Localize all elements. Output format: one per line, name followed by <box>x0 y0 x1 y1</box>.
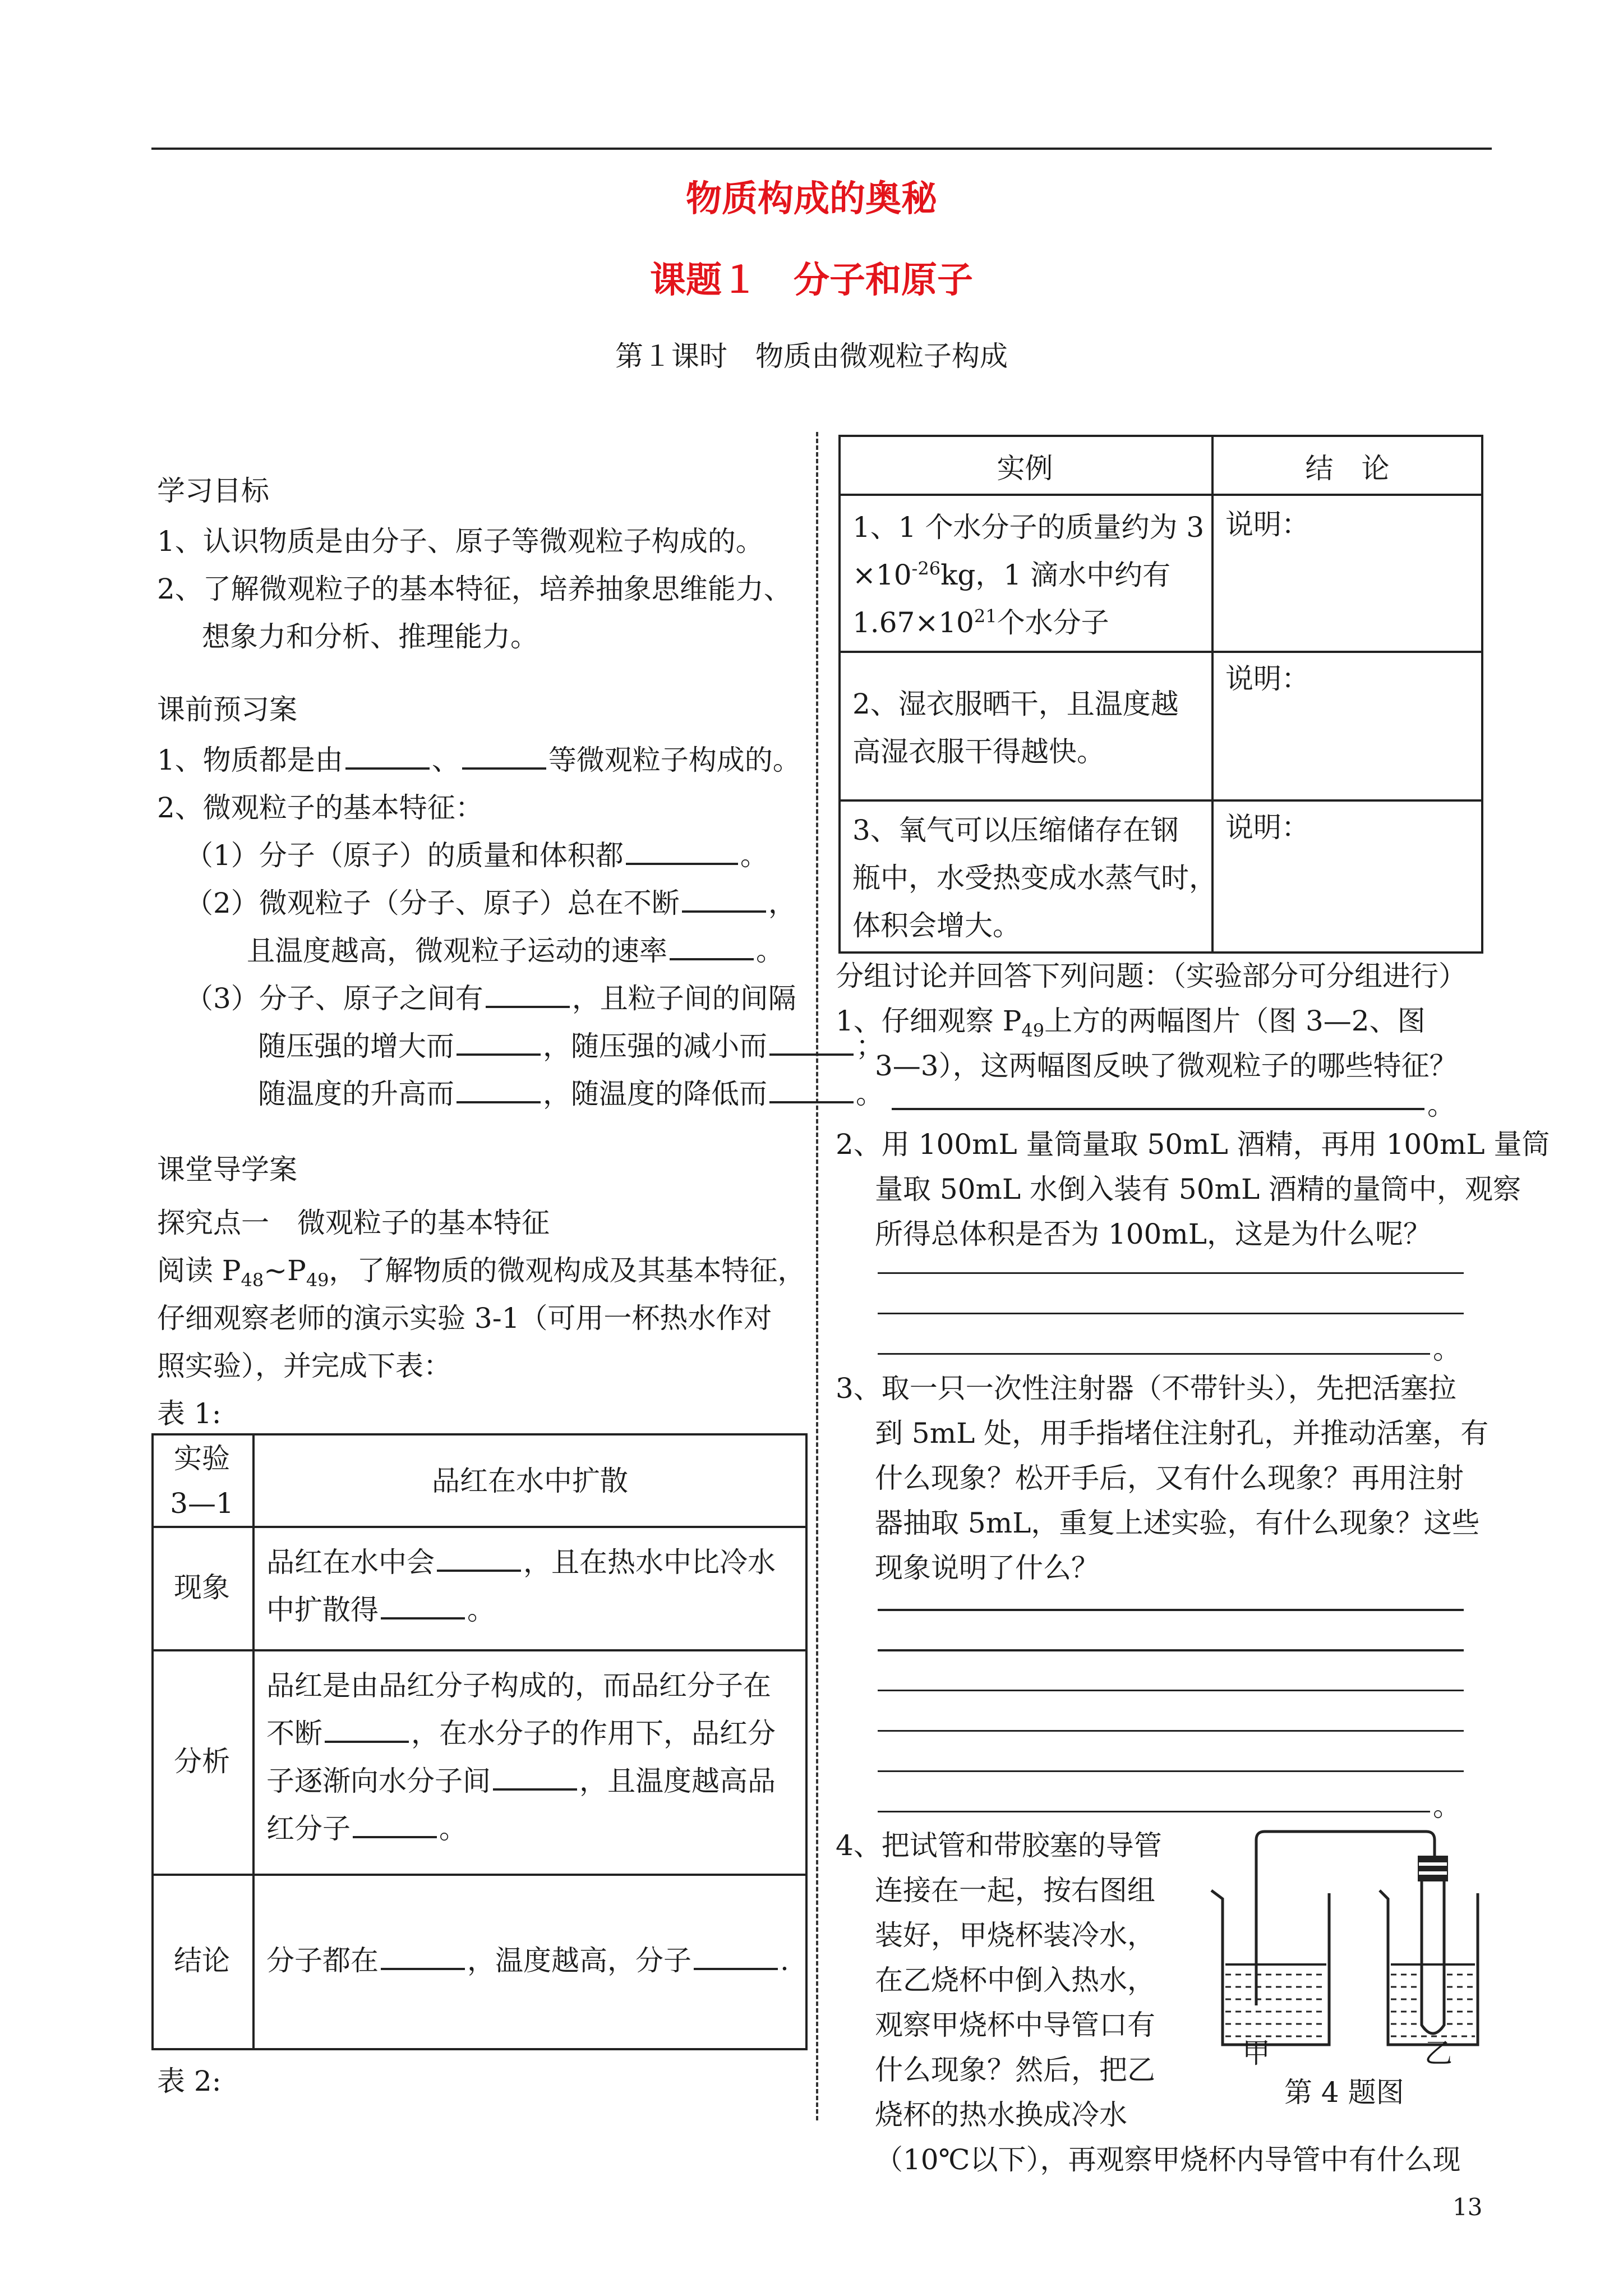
discussion-q4-line-6: 什么现象？然后，把乙 <box>875 2054 1155 2086</box>
answer-line-q3-1 <box>878 1609 1464 1611</box>
table1-row-divider-2 <box>151 1649 808 1651</box>
discussion-q2-line-2: 量取 50mL 水倒入装有 50mL 酒精的量筒中，观察 <box>875 1173 1521 1205</box>
answer-end-q1: 。 <box>1427 1089 1455 1121</box>
table1-row-divider-3 <box>151 1874 808 1876</box>
beaker-jia <box>1211 1890 1329 2045</box>
table1-head-experiment: 实验 3—1 <box>170 1442 234 1520</box>
table2-row1-explain: 说明： <box>1225 508 1310 541</box>
discussion-q2-line-3: 所得总体积是否为 100mL，这是为什么呢？ <box>875 1218 1431 1250</box>
guide-heading: 课堂导学案 <box>157 1153 297 1186</box>
table1-label: 表 1: <box>157 1397 222 1430</box>
table1-phenomenon-label: 现象 <box>174 1571 230 1604</box>
discussion-q4-line-7: 烧杯的热水换成冷水 <box>875 2099 1127 2131</box>
answer-end-q2: 。 <box>1433 1333 1461 1365</box>
beaker-yi <box>1380 1890 1478 2045</box>
table1-phenomenon-line-1: 品红在水中会 ，且在热水中比冷水 <box>266 1540 776 1585</box>
discussion-q3-line-4: 器抽取 5mL，重复上述实验，有什么现象？这些 <box>875 1507 1480 1539</box>
table2-row1-line-2: $\times 10^{-26}kg$，1 滴水中约有 <box>852 558 1171 591</box>
goal-item-2: 2、了解微观粒子的基本特征，培养抽象思维能力、 <box>157 573 792 605</box>
main-title: 物质构成的奥秘 <box>686 178 937 220</box>
discussion-q4-line-8: （10℃以下），再观察甲烧杯内导管中有什么现 <box>875 2143 1461 2176</box>
goal-item-2-cont: 想象力和分析、推理能力。 <box>202 620 538 653</box>
table2-head-conclusion: 结 论 <box>1305 452 1390 485</box>
discussion-q3-line-3: 什么现象？松开手后，又有什么现象？再用注射 <box>875 1462 1464 1494</box>
preview-q1: 1、物质都是由 、 等微观粒子构成的。 <box>157 738 801 783</box>
test-tube <box>1422 1879 1444 2033</box>
delivery-tube <box>1256 1832 1435 2005</box>
answer-line-q3-2 <box>878 1649 1464 1651</box>
table1-phenomenon-line-2: 中扩散得 。 <box>266 1588 495 1632</box>
preview-point-3-pressure: 随压强的增大而 ，随压强的减小而 ； <box>258 1024 884 1069</box>
table1-analysis-line-1: 品红是由品红分子构成的，而品红分子在 <box>266 1669 771 1702</box>
discussion-q4-line-1: 4、把试管和带胶塞的导管 <box>836 1829 1162 1862</box>
table2-row2-explain: 说明： <box>1225 662 1310 695</box>
preview-point-2-cont: 且温度越高，微观粒子运动的速率 。 <box>247 928 784 973</box>
figure-label-yi: 乙 <box>1424 2037 1453 2069</box>
answer-line-q1 <box>892 1108 1424 1110</box>
answer-line-q2-1 <box>878 1272 1464 1274</box>
table2-head-example: 实例 <box>997 452 1053 485</box>
preview-q2: 2、微观粒子的基本特征： <box>157 792 483 824</box>
answer-line-q2-3 <box>878 1353 1430 1355</box>
discussion-q4-line-5: 观察甲烧杯中导管口有 <box>875 2009 1155 2041</box>
column-divider <box>816 432 818 2120</box>
table1-analysis-line-2: 不断 ，在水分子的作用下，品红分 <box>266 1711 776 1756</box>
answer-end-q3: 。 <box>1433 1790 1461 1823</box>
answer-line-q2-2 <box>878 1313 1464 1314</box>
table1-analysis-line-3: 子逐渐向水分子间 ，且温度越高品 <box>266 1759 776 1803</box>
table1-analysis-label: 分析 <box>174 1745 230 1778</box>
table1-row-divider-1 <box>151 1526 808 1528</box>
goals-heading: 学习目标 <box>157 475 269 507</box>
discussion-q1-line-2: 3—3），这两幅图反映了微观粒子的哪些特征？ <box>875 1050 1458 1082</box>
table2-row3-line-1: 3、氧气可以压缩储存在钢 <box>852 814 1179 846</box>
table2-row3-line-3: 体积会增大。 <box>852 909 1021 942</box>
table1-conclusion-label: 结论 <box>174 1944 230 1977</box>
table1-head-title: 品红在水中扩散 <box>432 1465 628 1497</box>
topic-title: 课题１ 分子和原子 <box>650 259 973 301</box>
table2-row-divider-1 <box>838 494 1483 496</box>
discussion-q4-line-4: 在乙烧杯中倒入热水， <box>875 1964 1155 1996</box>
guide-read-line: 阅读 $P_{48}\sim P_{49}$，了解物质的微观构成及其基本特征， <box>157 1254 806 1291</box>
page-number: 13 <box>1453 2193 1483 2221</box>
table2-row-divider-3 <box>838 799 1483 802</box>
table2-label: 表 2: <box>157 2065 222 2097</box>
table1-conclusion-line: 分子都在 ，温度越高，分子 . <box>266 1938 789 1983</box>
preview-heading: 课前预习案 <box>157 693 297 726</box>
discussion-q4-line-2: 连接在一起，按右图组 <box>875 1874 1155 1907</box>
figure-label-jia: 甲 <box>1242 2037 1270 2069</box>
discussion-q3-line-1: 3、取一只一次性注射器（不带针头），先把活塞拉 <box>836 1372 1456 1405</box>
table2-row3-line-2: 瓶中，水受热变成水蒸气时， <box>852 862 1217 894</box>
table2-row1-line-1: 1、1 个水分子的质量约为 3 <box>852 511 1205 544</box>
preview-point-2: （2）微观粒子（分子、原子）总在不断 ， <box>185 881 796 926</box>
table2-row2-line-2: 高湿衣服干得越快。 <box>852 735 1105 768</box>
header-rule <box>151 148 1492 150</box>
preview-point-3-temperature: 随温度的升高而 ，随温度的降低而 。 <box>258 1071 884 1116</box>
beaker-apparatus-figure <box>1195 1806 1486 2064</box>
discussion-q3-line-2: 到 5mL 处，用手指堵住注射孔，并推动活塞，有 <box>875 1417 1489 1450</box>
table2-row1-line-3: $1.67\times 10^{21}$个水分子 <box>852 605 1109 639</box>
goal-item-1: 1、认识物质是由分子、原子等微观粒子构成的。 <box>157 525 764 558</box>
discussion-q3-line-5: 现象说明了什么？ <box>875 1552 1099 1584</box>
table2-row2-line-1: 2、湿衣服晒干，且温度越 <box>852 688 1179 720</box>
lesson-title: 第１课时 物质由微观粒子构成 <box>615 340 1008 372</box>
preview-point-1: （1）分子（原子）的质量和体积都 。 <box>185 833 768 878</box>
answer-line-q3-3 <box>878 1690 1464 1691</box>
discussion-q4-line-3: 装好，甲烧杯装冷水， <box>875 1919 1155 1952</box>
figure-caption: 第 4 题图 <box>1284 2076 1404 2109</box>
guide-line-2: 仔细观察老师的演示实验 3-1（可用一杯热水作对 <box>157 1302 772 1335</box>
discussion-heading: 分组讨论并回答下列问题：（实验部分可分组进行） <box>836 960 1467 992</box>
discussion-q2-line-1: 2、用 100mL 量筒量取 50mL 酒精，再用 100mL 量筒 <box>836 1128 1550 1161</box>
table2-row-divider-2 <box>838 651 1483 653</box>
discussion-q1-line-1: 1、仔细观察 $P_{49}$上方的两幅图片（图 3—2、图 <box>836 1005 1426 1041</box>
explore-title: 探究点一 微观粒子的基本特征 <box>157 1207 550 1239</box>
answer-line-q3-5 <box>878 1770 1464 1772</box>
rubber-stopper <box>1418 1856 1448 1881</box>
preview-point-3: （3）分子、原子之间有 ，且粒子间的间隔 <box>185 976 796 1021</box>
table1-analysis-line-4: 红分子 。 <box>266 1806 467 1851</box>
table2-row3-explain: 说明： <box>1225 811 1310 844</box>
guide-line-3: 照实验），并完成下表： <box>157 1350 451 1382</box>
answer-line-q3-4 <box>878 1730 1464 1732</box>
